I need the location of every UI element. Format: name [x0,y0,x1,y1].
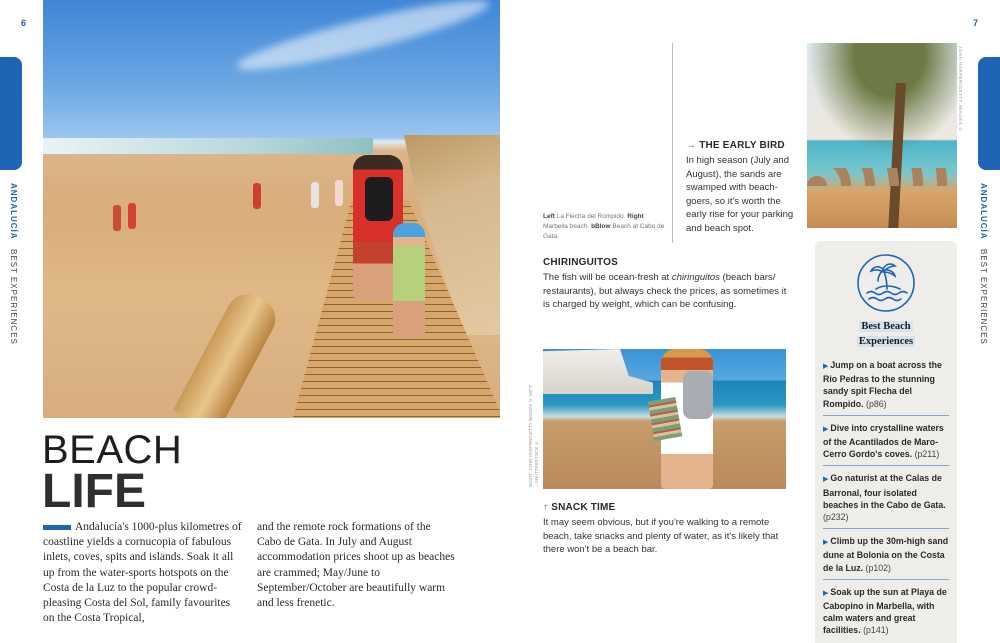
box-item [823,580,949,642]
sea [43,138,373,154]
palm-island-icon [856,253,916,313]
tip-text: It may seem obvious, but if you're walking to a remote beach, take snacks and plenty of water, as it's likely that there won't be a beach bar. [543,517,779,555]
headline-line1: BEACH [42,428,183,472]
tip-early-bird [686,140,798,235]
box-item-ref: (p232) [823,512,849,523]
box-list [823,353,949,642]
box-item-ref: (p102) [865,562,891,573]
tip-snack-time [543,502,793,557]
box-item-text: Go naturist at the Calas de Barronal, four isolated beaches in the Cabo de Gata. [823,473,946,510]
person [253,183,261,209]
beach-umbrellas [807,168,957,186]
tip-text-part: (beach bars/ restaurants), but always check the prices, as sometimes it is charged by weight, which can be confusing. [543,272,787,310]
arrow-right-icon: → [686,140,697,151]
tip-title: THE EARLY BIRD [699,140,785,151]
body-column-1 [43,520,243,626]
side-label-right [979,183,988,345]
box-item [823,416,949,467]
cloud [233,0,493,81]
caption-right-label: Right [627,213,644,220]
box-item-text: Dive into crystalline waters of the Acantilados de Maro-Cerro Gordo's coves. [823,422,944,460]
side-label-section: ANDALUCÍA [979,183,988,240]
box-item-text: Climb up the 30m-high sand dune at Bolonia on the Costa de la Luz. [823,536,949,573]
tip-text [543,271,793,312]
arrow-up-icon: ↑ [543,502,549,513]
caption-below-text: Beach at Cabo de Gata. [543,223,665,240]
caption-left-label: Left [543,213,555,220]
photo-credit: JOHN HARPER/GETTY IMAGES © [958,46,963,133]
tip-text-italic: chiringuitos [671,272,720,283]
caption-right-text: Marbella beach. [543,223,592,230]
photo-caption [543,212,668,242]
box-item-ref: (p211) [914,449,940,460]
box-title [823,319,949,349]
side-label-chapter: BEST EXPERIENCES [979,248,988,345]
section-tab-right [978,57,1000,170]
white-cliff [543,349,653,394]
backpack [683,371,713,419]
person-child [393,223,425,338]
person [113,205,121,231]
caption-below-label: bBlow [591,223,611,230]
box-item-ref: (p141) [863,625,889,636]
box-item-ref: (p86) [866,398,887,409]
person [335,180,343,206]
body-text-1: Andalucía's 1000-plus kilometres of coastline yields a cornucopia of fabulous inlets, coves, spits and islands. Soak it all up from the water-sports hotspots on the Costa de la Luz to the popular crowd-pleasing Costa del Sol, family favourites on the Costa Tropical, [43,521,242,625]
box-item-text: Jump on a boat across the Rio Pedras to the stunning sandy spit Flecha del Rompido. [823,360,942,409]
box-item-text: Soak up the sun at Playa de Cabopino in Marbella, with calm waters and great facilities. [823,586,947,636]
main-beach-photo [43,0,500,418]
triangle-bullet-icon: ▶ [823,476,829,484]
side-label-left [9,183,18,345]
person [128,203,136,229]
lead-bar [43,525,71,530]
tip-title: CHIRINGUITOS [543,257,618,268]
column-divider [672,43,673,243]
backpack [365,177,393,221]
triangle-bullet-icon: ▶ [823,539,829,547]
page-number-left: 6 [21,18,27,28]
headline [42,430,182,516]
best-beach-experiences-box [815,241,957,643]
tip-heading [543,502,793,513]
tip-text: In high season (July and August), the sands are swamped with beach-goers, so it's worth the early rise for your parking and beach spot. [686,155,794,234]
tip-heading [686,140,798,151]
wooden-post [173,286,283,418]
caption-left-text: La Flecha del Rompido. [554,213,628,220]
box-item [823,353,949,416]
triangle-bullet-icon: ▶ [823,425,829,433]
body-column-2: and the remote rock formations of the Cabo de Gata. In July and August accommodation prices shoot up as beaches are crammed; May/June to September/October are beautifully warm and less frenetic. [257,521,455,610]
palm-fronds [807,43,957,153]
side-label-chapter: BEST EXPERIENCES [9,248,18,345]
photo-credit: RIGHT: JOHN HARPER/GETTY IMAGES © LEFT: ...SHUTTERSTOCK © [528,384,539,487]
cabo-de-gata-photo [543,349,786,489]
page-number-right: 7 [973,18,979,28]
tip-chiringuitos [543,257,793,312]
triangle-bullet-icon: ▶ [823,363,829,370]
section-tab-left [0,57,22,170]
box-item [823,466,949,529]
side-label-section: ANDALUCÍA [9,183,18,240]
box-title-line1: Best Beach [861,321,911,332]
tip-text-part: The fish will be ocean-fresh at [543,272,672,283]
tip-title: SNACK TIME [551,502,616,513]
person [311,182,319,208]
box-item [823,529,949,580]
triangle-bullet-icon: ▶ [823,589,829,597]
box-title-line2: Experiences [858,336,914,347]
headline-line2: LIFE [42,465,146,518]
marbella-beach-photo [807,43,957,228]
